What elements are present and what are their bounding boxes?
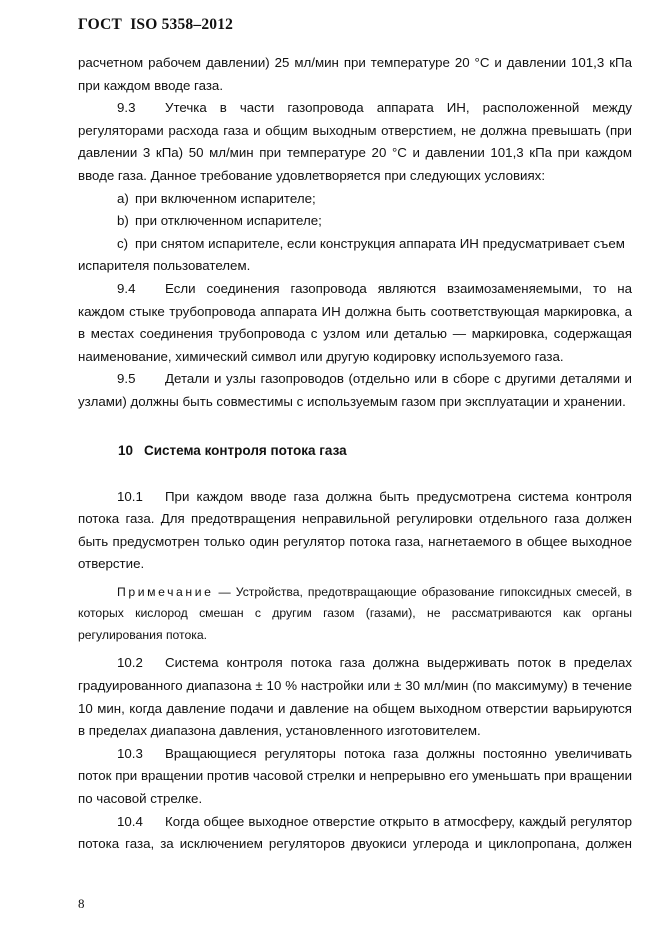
section-title-text: Система контроля потока газа (144, 442, 347, 458)
paragraph-9-5 (78, 368, 632, 413)
clause-number: 10.3 (117, 745, 143, 761)
list-marker: а) (117, 190, 129, 206)
clause-text: Вращающиеся регуляторы потока газа должны постоянно увеличивать поток при вращении против часовой стрелки и непрерывно его уменьшать при вращении по часовой стрелке. (78, 745, 632, 806)
document-header: ГОСТ ISO 5358–2012 (78, 16, 234, 33)
paragraph-10-4 (78, 811, 632, 856)
paragraph-9-3 (78, 97, 632, 187)
paragraph-10-1 (78, 486, 632, 576)
paragraph-10-3 (78, 743, 632, 811)
list-text: при отключенном испарителе; (135, 213, 322, 229)
clause-text: Утечка в части газопровода аппарата ИН, расположенной между регуляторами расхода газа и общим выходным отверстием, не должна превышать (при давлении 3 кПа) 50 мл/мин при температуре 20 °С и давлении 101,3 кПа при каждом вводе газа. Данное требование удовлетворяется при следующих условиях: (78, 100, 632, 183)
list-item-a (78, 188, 632, 211)
clause-number: 9.3 (117, 100, 136, 116)
clause-number: 10.1 (117, 488, 143, 504)
clause-number: 10.4 (117, 813, 143, 829)
clause-text: При каждом вводе газа должна быть предусмотрена система контроля потока газа. Для предотвращения неправильной регулировки отдельного газа должен быть предусмотрен только один регулятор потока газа, нагнетаемого в общее выходное отверстие. (78, 488, 632, 572)
list-text: при включенном испарителе; (135, 190, 316, 206)
note-label: Примечание (117, 584, 214, 599)
clause-text: Если соединения газопровода являются взаимозаменяемыми, то на каждом стыке трубопровода аппарата ИН должна быть соответствующая маркировка, а в местах соединения трубопровода с узлом или деталью — маркировка, содержащая наименование, химический символ или другую кодировку используемого газа. (78, 280, 632, 364)
list-text: при снятом испарителе, если конструкция аппарата ИН предусматривает съем испарителя пользователем. (78, 235, 625, 274)
clause-text: Когда общее выходное отверстие открыто в атмосферу, каждый регулятор потока газа, за исключением регуляторов двуокиси углерода и циклопропана, должен (78, 813, 632, 852)
paragraph-continuation: расчетном рабочем давлении) 25 мл/мин при температуре 20 °С и давлении 101,3 кПа при каждом вводе газа. (78, 55, 632, 93)
note (78, 582, 632, 647)
section-heading (118, 440, 632, 462)
page-number: 8 (78, 896, 85, 911)
list-item-b (78, 210, 632, 233)
clause-number: 9.4 (117, 280, 136, 296)
section-number: 10 (118, 442, 134, 458)
list-marker: c) (117, 235, 129, 251)
clause-number: 10.2 (117, 655, 143, 671)
note-text: — Устройства, предотвращающие образование гипоксидных смесей, в которых кислород смешан с другим газом (газами), не рассматриваются как органы регулирования потока. (78, 584, 632, 642)
paragraph-9-4 (78, 278, 632, 368)
clause-text: Система контроля потока газа должна выдерживать поток в пределах градуированного диапазона ± 10 % настройки или ± 30 мл/мин (по максимуму) в течение 10 мин, когда давление подачи и давление на общем выходном отверстии варьируются в пределах диапазона давления, установленного изготовителем. (78, 655, 632, 739)
document-body (78, 52, 632, 856)
paragraph-10-2 (78, 652, 632, 742)
list-item-c (78, 233, 632, 278)
clause-number: 9.5 (117, 371, 136, 387)
clause-text: Детали и узлы газопроводов (отдельно или в сборе с другими деталями и узлами) должны быть совместимы с используемым газом при эксплуатации и хранении. (78, 371, 632, 409)
list-marker: b) (117, 213, 129, 229)
